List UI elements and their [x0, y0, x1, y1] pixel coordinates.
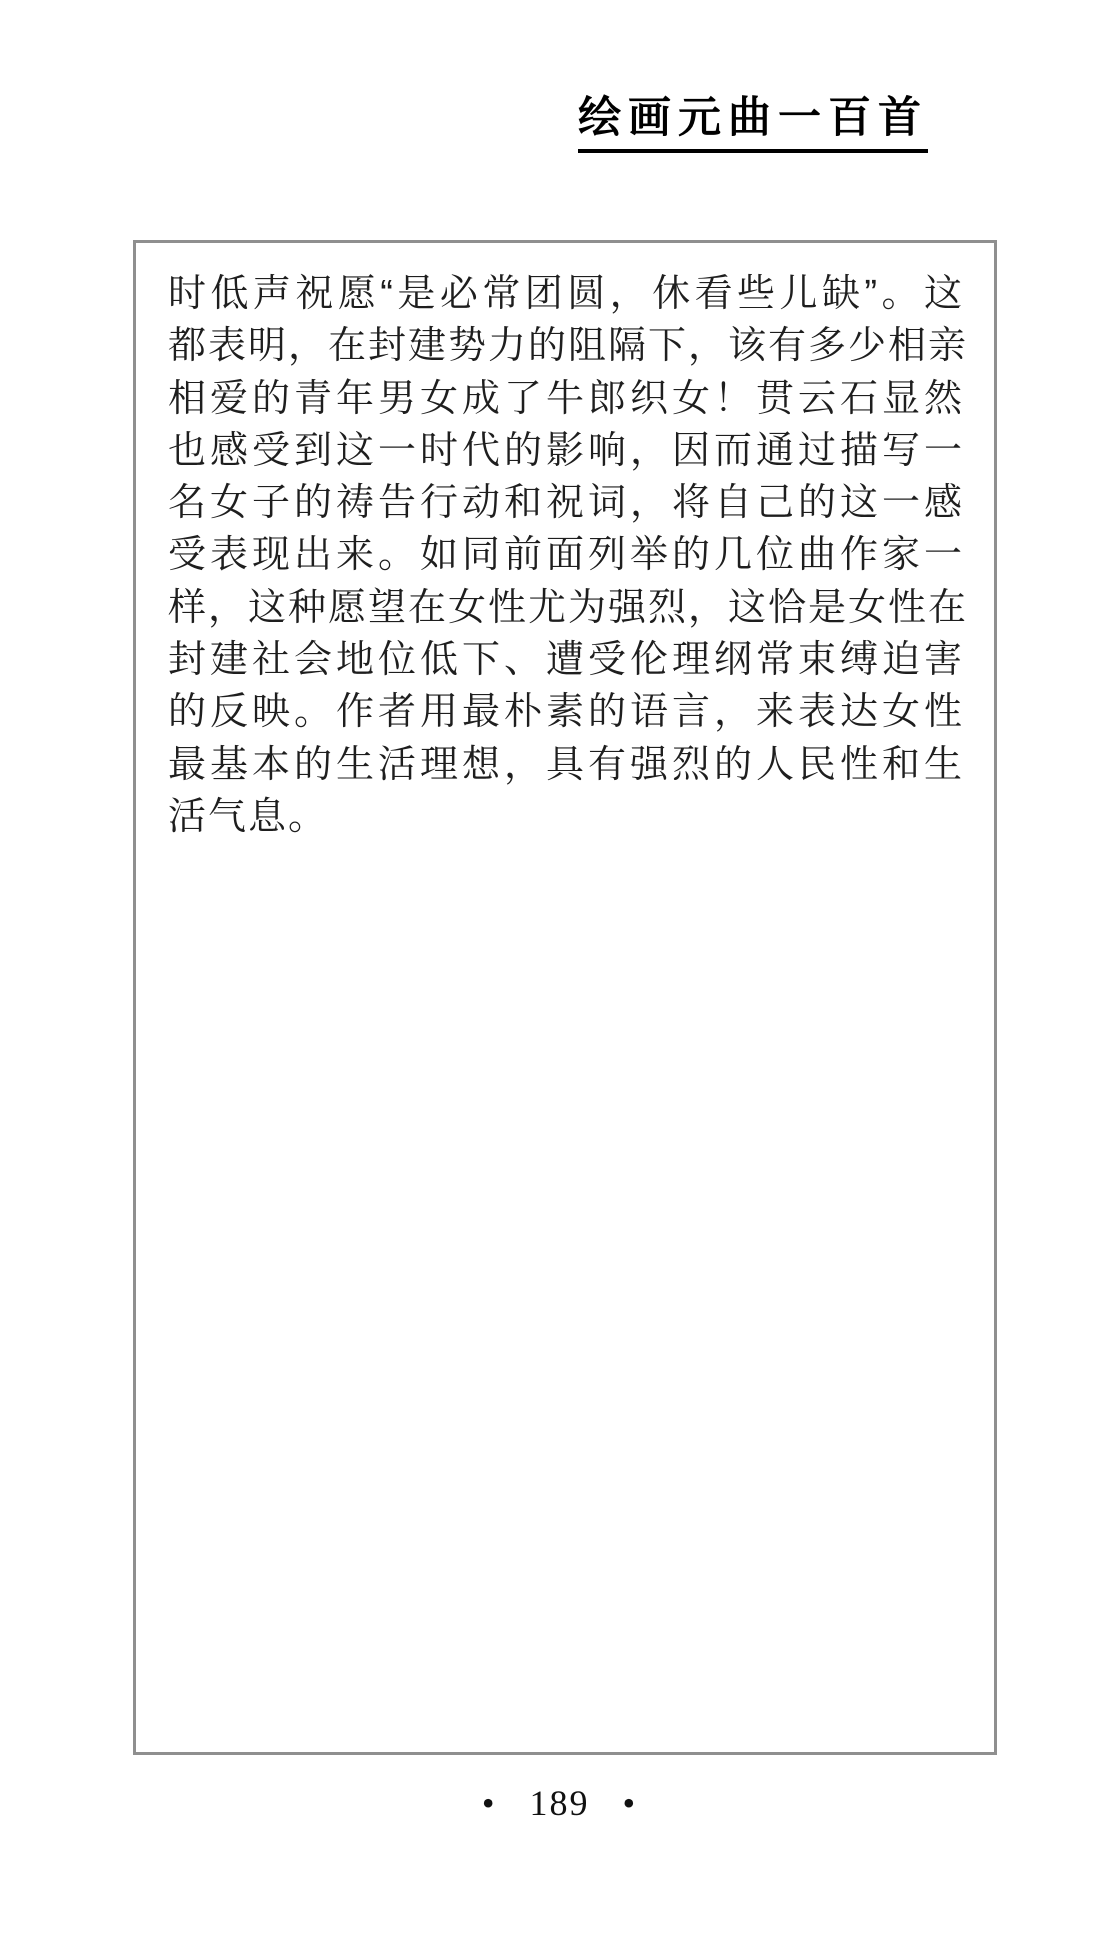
paragraph-line: 相爱的青年男女成了牛郎织女！贯云石显然	[168, 377, 964, 420]
paragraph-line: 样，这种愿望在女性尤为强烈，这恰是女性在	[168, 586, 969, 629]
footer	[0, 1782, 1119, 1824]
paragraph-line: 封建社会地位低下、遭受伦理纲常束缚迫害	[168, 639, 964, 682]
paragraph	[168, 268, 969, 843]
page-title: 绘画元曲一百首	[578, 97, 928, 153]
paragraph-line: 时低声祝愿“是必常团圆，休看些儿缺”。这	[168, 273, 964, 315]
paragraph-line: 也感受到这一时代的影响，因而通过描写一	[168, 429, 964, 472]
paragraph-line: 名女子的祷告行动和祝词，将自己的这一感	[168, 482, 964, 525]
paragraph-line: 受表现出来。如同前面列举的几位曲作家一	[168, 534, 964, 577]
page-number: • 189 •	[481, 1783, 638, 1823]
text-frame	[133, 240, 997, 1755]
paragraph-line: 的反映。作者用最朴素的语言，来表达女性	[168, 691, 964, 734]
running-head	[578, 94, 928, 153]
paragraph-line: 最基本的生活理想，具有强烈的人民性和生	[168, 743, 964, 786]
paragraph-line: 活气息。	[168, 795, 329, 838]
paragraph-line: 都表明，在封建势力的阻隔下，该有多少相亲	[168, 325, 969, 368]
